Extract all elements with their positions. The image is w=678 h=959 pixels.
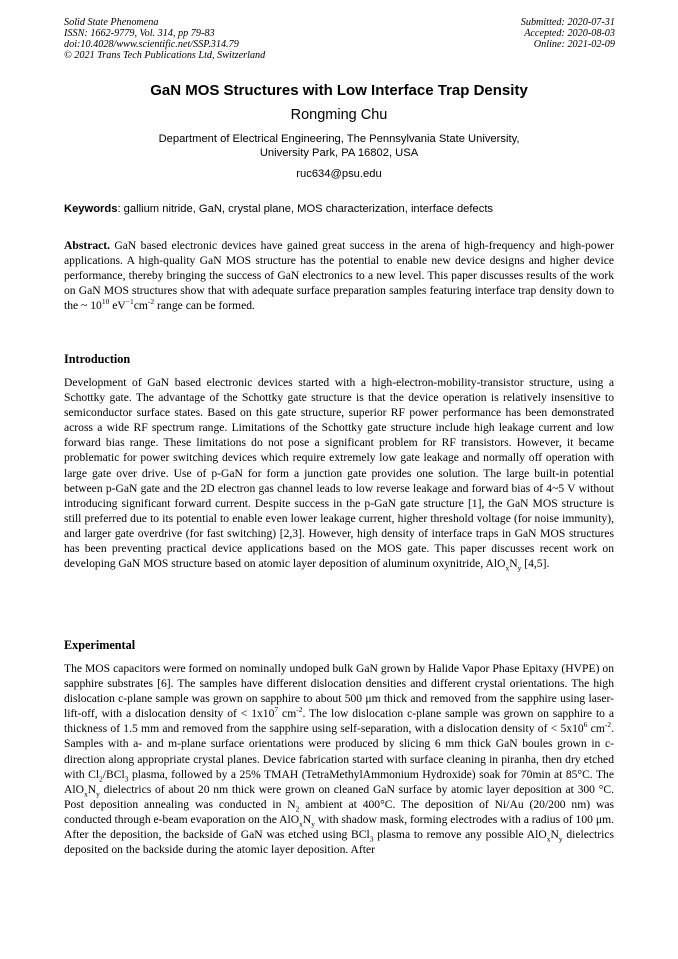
author-affiliation xyxy=(0,132,678,160)
paragraph-text: ambient at 400°C. The deposition of Ni/Au (20/200 nm) was conducted through e-beam evaporation on the AlO xyxy=(64,797,614,826)
subscript: x xyxy=(83,789,88,799)
subscript: y xyxy=(558,834,563,844)
paper-title: GaN MOS Structures with Low Interface Trap Density xyxy=(150,82,528,99)
subscript: x xyxy=(546,834,551,844)
journal-info xyxy=(64,17,265,61)
section-heading-experimental: Experimental xyxy=(64,638,136,652)
paragraph-text: plasma to remove any possible AlO xyxy=(373,828,547,842)
superscript: -2 xyxy=(604,720,612,730)
abstract xyxy=(64,238,614,313)
paragraph-text: cm xyxy=(278,707,297,721)
paragraph-text: dielectrics of about 20 nm thick were grown on cleaned GaN surface by atomic layer deposition at 300 °C. Post deposition annealing was conducted in N xyxy=(64,782,614,811)
date-submitted: Submitted: 2020-07-31 xyxy=(520,17,615,28)
keywords-label: Keywords xyxy=(64,203,118,215)
paragraph-text: dielectrics deposited on the backside during the atomic layer deposition. After xyxy=(64,828,614,857)
paragraph-text: N xyxy=(87,782,97,796)
superscript: −1 xyxy=(125,297,134,307)
subscript: y xyxy=(96,789,100,799)
experimental-paragraph xyxy=(64,661,614,857)
subscript: 2 xyxy=(99,773,103,783)
subscript: 3 xyxy=(124,773,129,783)
subscript: 3 xyxy=(369,834,374,844)
superscript: 7 xyxy=(274,705,279,715)
paragraph-text: plasma, followed by a 25% TMAH (TetraMethylAmmonium Hydroxide) soak for 70min at 85°C. The AlO xyxy=(64,767,614,796)
paragraph-text: The MOS capacitors were formed on nominally undoped bulk GaN grown by Halide Vapor Phase Epitaxy (HVPE) on sapphire substrates [6]. The samples have different dislocation densities and different crystal orientations. The high dislocation c-plane sample was grown on sapphire to about 500 μm thick and removed from the sapphire using laser-lift-off, with a dislocation density of < 1x10 xyxy=(64,662,614,721)
paragraph-text: cm xyxy=(587,722,605,736)
journal-issn: ISSN: 1662-9779, Vol. 314, pp 79-83 xyxy=(64,28,215,39)
subscript: 2 xyxy=(295,804,300,814)
subscript: x xyxy=(505,563,510,573)
superscript: 6 xyxy=(583,720,588,730)
keywords xyxy=(64,203,493,215)
keywords-text: : gallium nitride, GaN, crystal plane, MOS characterization, interface defects xyxy=(117,203,494,215)
paragraph-text: . The low dislocation c-plane sample was grown on sapphire to a thickness of 1.5 mm and removed from the sapphire using self-separation, with a dislocation density of < 5x10 xyxy=(64,707,615,736)
superscript: -2 xyxy=(147,297,155,307)
paragraph-text: Development of GaN based electronic devices started with a high-electron-mobility-transistor structure, using a Schottky gate. The advantage of the Schottky gate structure is that the device operation is relatively insensitive to semiconductor surface states. Based on this gate structure, superior RF power performance has been demonstrated across a wide RF spectrum range. Limitations of the Schottky gate structure include high leakage current and low forward bias range. These limitations do not pose a significant problem for RF transistors. However, it became problematic for power switching devices which require extremely low gate leakage and normally off operation with large gate over drive. Use of p-GaN for form a junction gate provides one solution. The large built-in potential between p-GaN gate and the 2D electron gas channel leads to low reverse leakage and forward bias of 4~5 V without introducing significant forward current. Despite success in the p-GaN gate structure [1], the GaN MOS structure is still preferred due to its potential to enable even lower leakage current, higher threshold voltage (for noise immunity), and larger gate overdrive (for fast switching) [2,3]. However, high density of interface traps in GaN MOS structures has been preventing practical device applications based on the MOS gate. This paper discusses recent work on developing GaN MOS structure based on atomic layer deposition of aluminum oxynitride, AlO xyxy=(64,376,614,571)
abstract-text: cm xyxy=(133,299,148,313)
journal-doi: doi:10.4028/www.scientific.net/SSP.314.79 xyxy=(64,39,239,50)
paragraph-text: . Samples with a- and m-plane surface orientations were produced by slicing 6 mm thick GaN boules grown in c-direction along appropriate crystal planes. Device fabrication started with surface cleaning in piranha, then dry etched with Cl xyxy=(64,722,614,781)
paragraph-text: N xyxy=(509,557,518,571)
date-accepted: Accepted: 2020-08-03 xyxy=(524,28,615,39)
date-online: Online: 2021-02-09 xyxy=(533,39,615,50)
superscript: -2 xyxy=(296,705,303,715)
paragraph-text: /BCl xyxy=(102,767,125,781)
journal-copyright: © 2021 Trans Tech Publications Ltd, Switzerland xyxy=(64,50,266,61)
superscript: 10 xyxy=(101,297,110,307)
submission-dates xyxy=(521,17,615,50)
affiliation-line: Department of Electrical Engineering, The Pennsylvania State University, xyxy=(158,133,520,145)
paragraph-text: N xyxy=(302,812,312,826)
journal-name: Solid State Phenomena xyxy=(64,17,159,28)
abstract-text: eV xyxy=(109,299,126,313)
abstract-label: Abstract. xyxy=(64,239,111,252)
author-email: ruc634@psu.edu xyxy=(296,168,382,180)
paragraph-text: with shadow mask, forming electrodes with a radius of 100 μm. After the deposition, the backside of GaN was etched using BCl xyxy=(64,812,614,842)
subscript: y xyxy=(517,563,522,573)
author-name: Rongming Chu xyxy=(290,107,388,123)
paragraph-text: N xyxy=(550,828,559,842)
section-heading-introduction: Introduction xyxy=(64,352,131,366)
affiliation-line: University Park, PA 16802, USA xyxy=(259,147,419,159)
subscript: y xyxy=(311,819,315,829)
introduction-paragraph xyxy=(64,375,614,571)
abstract-text: GaN based electronic devices have gained great success in the arena of high-frequency and high-power applications. A high-quality GaN MOS structure has the potential to enable new device designs and higher device performance, thereby bringing the success of GaN electronics to a new level. This paper discusses results of the work on GaN MOS structures show that with adequate surface preparation samples featuring interface trap density down to the ~ 10 xyxy=(64,239,614,313)
subscript: x xyxy=(299,819,303,829)
paragraph-text: [4,5]. xyxy=(521,557,550,571)
abstract-text: range can be formed. xyxy=(154,299,255,313)
